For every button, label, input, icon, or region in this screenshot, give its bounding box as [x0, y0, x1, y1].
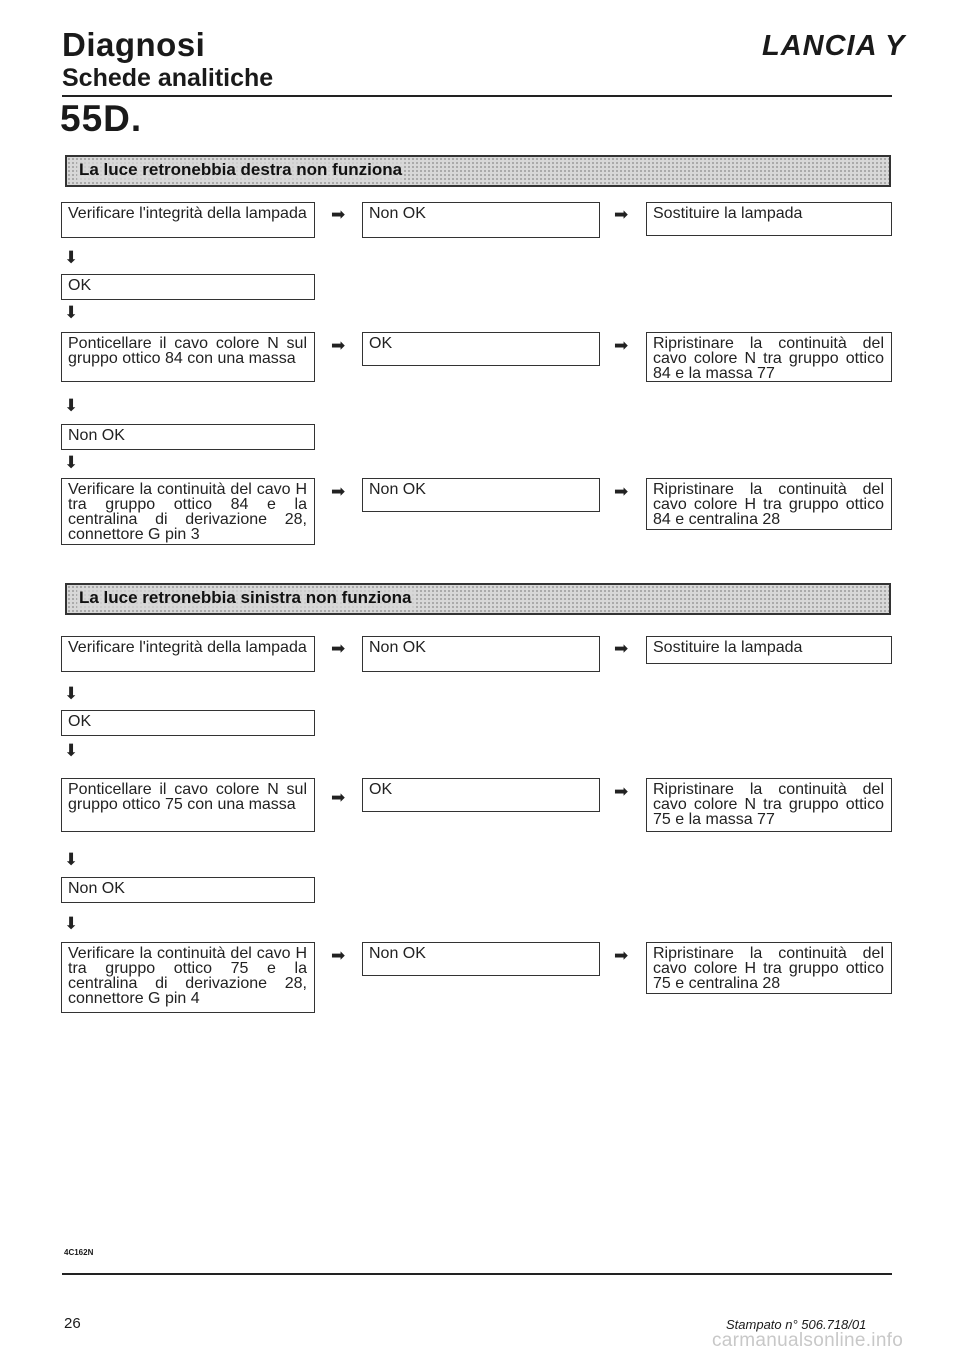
arrow-right-icon: ➡: [331, 336, 346, 355]
arrow-right-icon: ➡: [331, 946, 346, 965]
footer-rule: [62, 1273, 892, 1275]
result-box: OK: [362, 332, 600, 366]
arrow-down-icon: ⬇: [64, 741, 79, 760]
section-code: 55D.: [60, 98, 143, 139]
page-title: Diagnosi: [62, 26, 206, 63]
brand-name: LANCIA Y: [762, 30, 906, 62]
result-box: Non OK: [362, 202, 600, 238]
check-box: Verificare la continuità del cavo H tra gruppo ottico 84 e la centralina di derivazione 28, connettore G pin 3: [61, 478, 315, 545]
action-box: Ripristinare la continuità del cavo colore H tra gruppo ottico 84 e centralina 28: [646, 478, 892, 530]
section-heading: La luce retronebbia sinistra non funziona: [79, 588, 412, 607]
result-box: Non OK: [362, 636, 600, 672]
watermark: carmanualsonline.info: [712, 1330, 904, 1351]
arrow-right-icon: ➡: [331, 205, 346, 224]
check-box: OK: [61, 274, 315, 300]
check-box: OK: [61, 710, 315, 736]
arrow-right-icon: ➡: [614, 205, 629, 224]
check-box: Verificare la continuità del cavo H tra gruppo ottico 75 e la centralina di derivazione 28, connettore G pin 4: [61, 942, 315, 1013]
section-banner-right: [65, 155, 891, 187]
arrow-right-icon: ➡: [331, 639, 346, 658]
result-box: OK: [362, 778, 600, 812]
check-box: Non OK: [61, 877, 315, 903]
arrow-right-icon: ➡: [614, 946, 629, 965]
action-box: Sostituire la lampada: [646, 202, 892, 236]
arrow-down-icon: ⬇: [64, 914, 79, 933]
arrow-right-icon: ➡: [614, 336, 629, 355]
action-box: Ripristinare la continuità del cavo colore N tra gruppo ottico 84 e la massa 77: [646, 332, 892, 382]
header-rule: [62, 95, 892, 97]
section-banner-left: [65, 583, 891, 615]
arrow-right-icon: ➡: [331, 482, 346, 501]
check-box: Verificare l'integrità della lampada: [61, 202, 315, 238]
check-box: Verificare l'integrità della lampada: [61, 636, 315, 672]
arrow-down-icon: ⬇: [64, 396, 79, 415]
page-subtitle: Schede analitiche: [62, 64, 274, 92]
arrow-down-icon: ⬇: [64, 850, 79, 869]
check-box: Ponticellare il cavo colore N sul gruppo ottico 75 con una massa: [61, 778, 315, 832]
check-box: Non OK: [61, 424, 315, 450]
arrow-right-icon: ➡: [331, 788, 346, 807]
arrow-down-icon: ⬇: [64, 303, 79, 322]
arrow-down-icon: ⬇: [64, 684, 79, 703]
action-box: Ripristinare la continuità del cavo colore N tra gruppo ottico 75 e la massa 77: [646, 778, 892, 832]
arrow-down-icon: ⬇: [64, 453, 79, 472]
arrow-right-icon: ➡: [614, 639, 629, 658]
arrow-down-icon: ⬇: [64, 248, 79, 267]
action-box: Ripristinare la continuità del cavo colore H tra gruppo ottico 75 e centralina 28: [646, 942, 892, 994]
action-box: Sostituire la lampada: [646, 636, 892, 664]
result-box: Non OK: [362, 942, 600, 976]
result-box: Non OK: [362, 478, 600, 512]
check-box: Ponticellare il cavo colore N sul gruppo ottico 84 con una massa: [61, 332, 315, 382]
print-reference: Stampato n° 506.718/01: [726, 1317, 867, 1332]
arrow-right-icon: ➡: [614, 782, 629, 801]
page-number: 26: [64, 1315, 81, 1332]
arrow-right-icon: ➡: [614, 482, 629, 501]
section-heading: La luce retronebbia destra non funziona: [79, 160, 403, 179]
figure-code: 4C162N: [64, 1248, 94, 1257]
